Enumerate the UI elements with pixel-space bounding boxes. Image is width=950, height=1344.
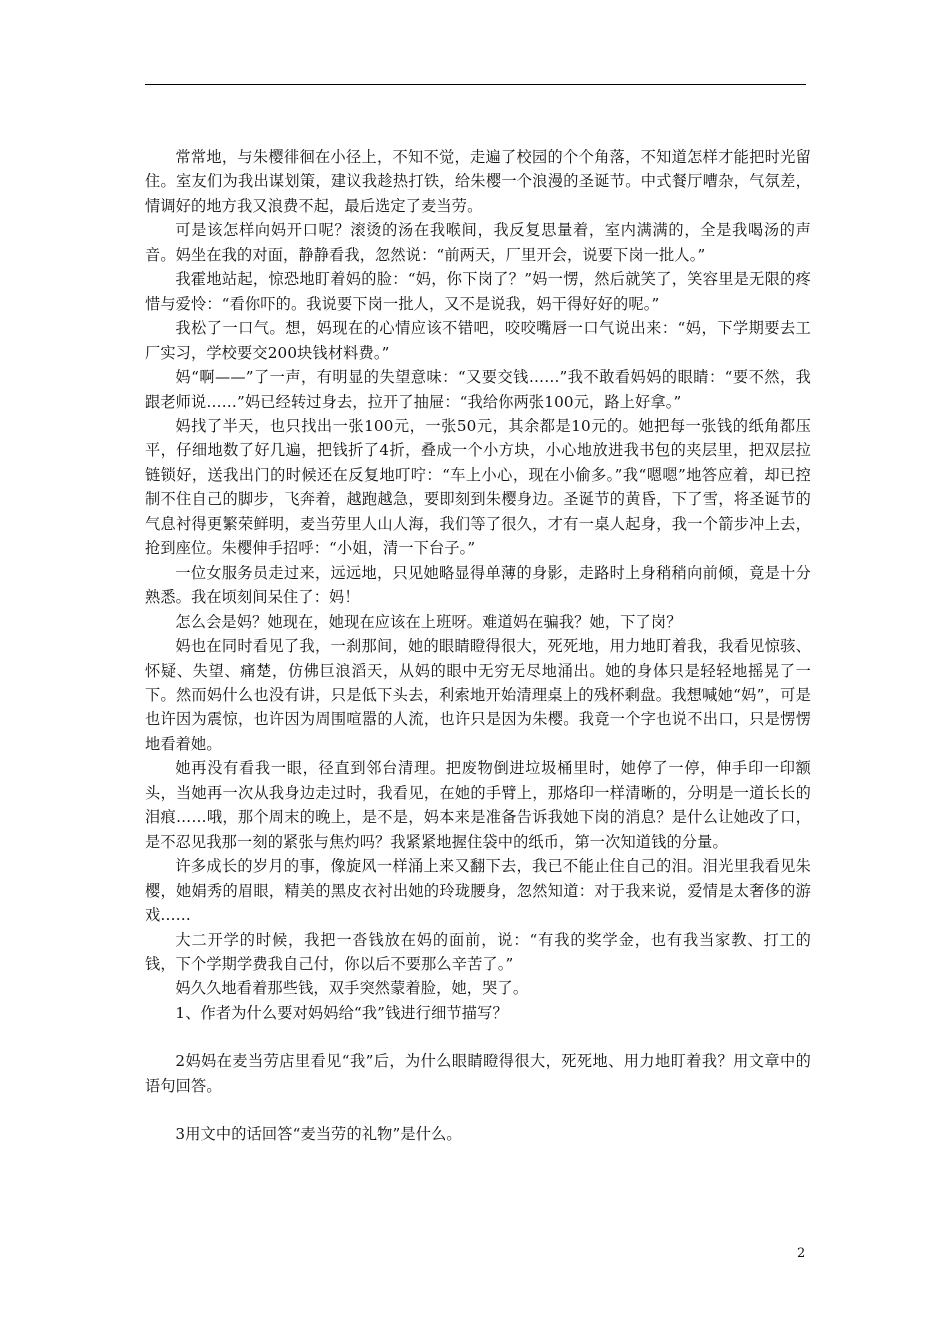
paragraph: 妈久久地看着那些钱，双手突然蒙着脸，她，哭了。: [175, 979, 529, 998]
paragraph: 我松了一口气。想，妈现在的心情应该不错吧，咬咬嘴唇一口气说出来：“妈，下学期要去工厂实习，学校要交200块钱材料费。”: [145, 319, 811, 362]
paragraph: 常常地，与朱樱徘徊在小径上，不知不觉，走遍了校园的个个角落，不知道怎样才能把时光留住。室友们为我出谋划策，建议我趁热打铁，给朱樱一个浪漫的圣诞节。中式餐厅嘈杂，气氛差，情调好的地方我又浪费不起，最后选定了麦当劳。: [145, 148, 811, 215]
document-body: [145, 145, 811, 1147]
question-2: 2妈妈在麦当劳店里看见“我”后，为什么眼睛瞪得很大，死死地、用力地盯着我？用文章中的语句回答。: [145, 1052, 811, 1095]
question-3: 3用文中的话回答“麦当劳的礼物”是什么。: [175, 1125, 462, 1144]
paragraph: 可是该怎样向妈开口呢？滚烫的汤在我喉间，我反复思量着，室内满满的，全是我喝汤的声音。妈坐在我的对面，静静看我，忽然说：“前两天，厂里开会，说要下岗一批人。”: [145, 221, 811, 264]
page-number: 2: [797, 1246, 806, 1261]
paragraph: 许多成长的岁月的事，像旋风一样涌上来又翻下去，我已不能止住自己的泪。泪光里我看见朱樱，她娟秀的眉眼，精美的黑皮衣衬出她的玲珑腰身，忽然知道：对于我来说，爱情是太奢侈的游戏……: [145, 857, 811, 925]
paragraph: 妈找了半天，也只找出一张100元，一张50元，其余都是10元的。她把每一张钱的纸角都压平，仔细地数了好几遍，把钱折了4折，叠成一个小方块，小心地放进我书包的夹层里，把双层拉链锁好，送我出门的时候还在反复地叮咛：“车上小心，现在小偷多。”我“嗯嗯”地答应着，却已控制不住自己的脚步，飞奔着，越跑越急，要即刻到朱樱身边。圣诞节的黄昏，下了雪，将圣诞节的气息衬得更繁荣鲜明，麦当劳里人山人海，我们等了很久，才有一桌人起身，我一个箭步冲上去，抢到座位。朱樱伸手招呼：“小姐，清一下台子。”: [145, 416, 811, 558]
paragraph: 我霍地站起，惊恐地盯着妈的脸：“妈，你下岗了？”妈一愣，然后就笑了，笑容里是无限的疼惜与爱怜：“看你吓的。我说要下岗一批人，又不是说我，妈干得好好的呢。”: [145, 270, 811, 313]
header-rule: [145, 84, 806, 85]
paragraph: 妈也在同时看见了我，一刹那间，她的眼睛瞪得很大，死死地，用力地盯着我，我看见惊骇、怀疑、失望、痛楚，仿佛巨浪滔天，从妈的眼中无穷无尽地涌出。她的身体只是轻轻地摇晃了一下。然而妈什么也没有讲，只是低下头去，利索地开始清理桌上的残杯剩盘。我想喊她“妈”，可是也许因为震惊，也许因为周围喧嚣的人流，也许只是因为朱樱。我竟一个字也说不出口，只是愣愣地看着她。: [145, 637, 811, 753]
paragraph: 大二开学的时候，我把一沓钱放在妈的面前，说：“有我的奖学金，也有我当家教、打工的钱，下个学期学费我自己付，你以后不要那么辛苦了。”: [145, 930, 811, 973]
paragraph: 一位女服务员走过来，远远地，只见她略显得单薄的身影，走路时上身稍稍向前倾，竟是十分熟悉。我在顷刻间呆住了：妈！: [145, 563, 811, 607]
paragraph: 她再没有看我一眼，径直到邻台清理。把废物倒进垃圾桶里时，她停了一停，伸手印一印额头，当她再一次从我身边走过时，我看见，在她的手臂上，那烙印一样清晰的，分明是一道长长的泪痕……哦，那个周末的晚上，是不是，妈本来是准备告诉我她下岗的消息？是什么让她改了口，是不忍见我那一刻的紧张与焦灼吗？我紧紧地握住袋中的纸币，第一次知道钱的分量。: [145, 759, 811, 851]
paragraph: 妈“啊——”了一声，有明显的失望意味：“又要交钱……”我不敢看妈妈的眼睛：“要不然，我跟老师说……”妈已经转过身去，拉开了抽屉：“我给你两张100元，路上好拿。”: [145, 368, 811, 411]
question-1: 1、作者为什么要对妈妈给“我”钱进行细节描写？: [175, 1003, 508, 1022]
paragraph: 怎么会是妈？她现在，她现在应该在上班呀。难道妈在骗我？她，下了岗？: [175, 612, 682, 631]
